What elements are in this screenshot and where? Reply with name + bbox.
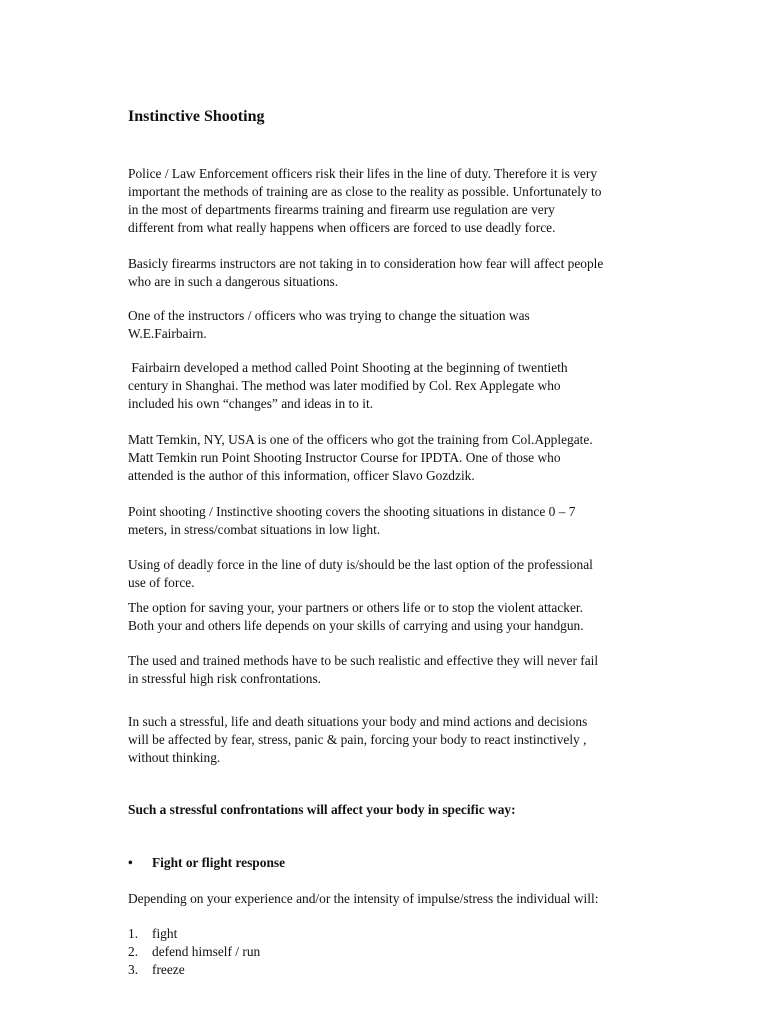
paragraph-line: in the most of departments firearms training and firearm use regulation are very xyxy=(128,202,555,217)
list-item-text: defend himself / run xyxy=(152,944,261,959)
paragraph-6 xyxy=(128,503,688,539)
paragraph-line: century in Shanghai. The method was later modified by Col. Rex Applegate who xyxy=(128,378,561,393)
paragraph-line: important the methods of training are as close to the reality as possible. Unfortunately to xyxy=(128,184,602,199)
paragraph-line: W.E.Fairbairn. xyxy=(128,326,207,341)
paragraph-line: In such a stressful, life and death situations your body and mind actions and decisions xyxy=(128,714,588,729)
paragraph-line: use of force. xyxy=(128,575,195,590)
paragraph-line: will be affected by fear, stress, panic & pain, forcing your body to react instinctively , xyxy=(128,732,587,747)
list-intro: Depending on your experience and/or the intensity of impulse/stress the individual will: xyxy=(128,891,599,906)
paragraph-line: Fairbairn developed a method called Point Shooting at the beginning of twentieth xyxy=(128,360,568,375)
paragraph-2 xyxy=(128,255,688,291)
paragraph-line: included his own “changes” and ideas in to it. xyxy=(128,396,374,411)
paragraph-line: in stressful high risk confrontations. xyxy=(128,671,322,686)
bullet-icon: • xyxy=(128,855,133,870)
paragraph-line: Both your and others life depends on your skills of carrying and using your handgun. xyxy=(128,618,584,633)
paragraph-line: different from what really happens when officers are forced to use deadly force. xyxy=(128,220,556,235)
paragraph-9 xyxy=(128,652,688,688)
paragraph-5 xyxy=(128,431,688,485)
paragraph-line: meters, in stress/combat situations in low light. xyxy=(128,522,381,537)
paragraph-line: Matt Temkin, NY, USA is one of the officers who got the training from Col.Applegate. xyxy=(128,432,593,447)
paragraph-line: Matt Temkin run Point Shooting Instructor Course for IPDTA. One of those who xyxy=(128,450,561,465)
document-title: Instinctive Shooting xyxy=(128,108,265,125)
paragraph-7 xyxy=(128,556,688,592)
paragraph-1 xyxy=(128,165,688,237)
section-subheading: Such a stressful confrontations will affect your body in specific way: xyxy=(128,802,516,817)
paragraph-4 xyxy=(128,359,688,413)
bullet-text: Fight or flight response xyxy=(152,855,286,870)
paragraph-line: The option for saving your, your partners or others life or to stop the violent attacker. xyxy=(128,600,583,615)
list-item-number: 1. xyxy=(128,926,139,941)
paragraph-line: attended is the author of this information, officer Slavo Gozdzik. xyxy=(128,468,475,483)
list-item-text: fight xyxy=(152,926,178,941)
paragraph-3 xyxy=(128,307,688,343)
paragraph-line: Using of deadly force in the line of duty is/should be the last option of the professional xyxy=(128,557,593,572)
paragraph-line: Police / Law Enforcement officers risk their lifes in the line of duty. Therefore it is very xyxy=(128,166,598,181)
paragraph-line: One of the instructors / officers who was trying to change the situation was xyxy=(128,308,530,323)
paragraph-8 xyxy=(128,599,688,635)
list-item-number: 3. xyxy=(128,962,139,977)
paragraph-line: Point shooting / Instinctive shooting covers the shooting situations in distance 0 – 7 xyxy=(128,504,576,519)
paragraph-line: Basicly firearms instructors are not taking in to consideration how fear will affect people xyxy=(128,256,604,271)
list-item-number: 2. xyxy=(128,944,139,959)
paragraph-line: without thinking. xyxy=(128,750,221,765)
paragraph-line: The used and trained methods have to be such realistic and effective they will never fail xyxy=(128,653,599,668)
list-item-text: freeze xyxy=(152,962,185,977)
paragraph-10 xyxy=(128,713,688,767)
paragraph-line: who are in such a dangerous situations. xyxy=(128,274,339,289)
